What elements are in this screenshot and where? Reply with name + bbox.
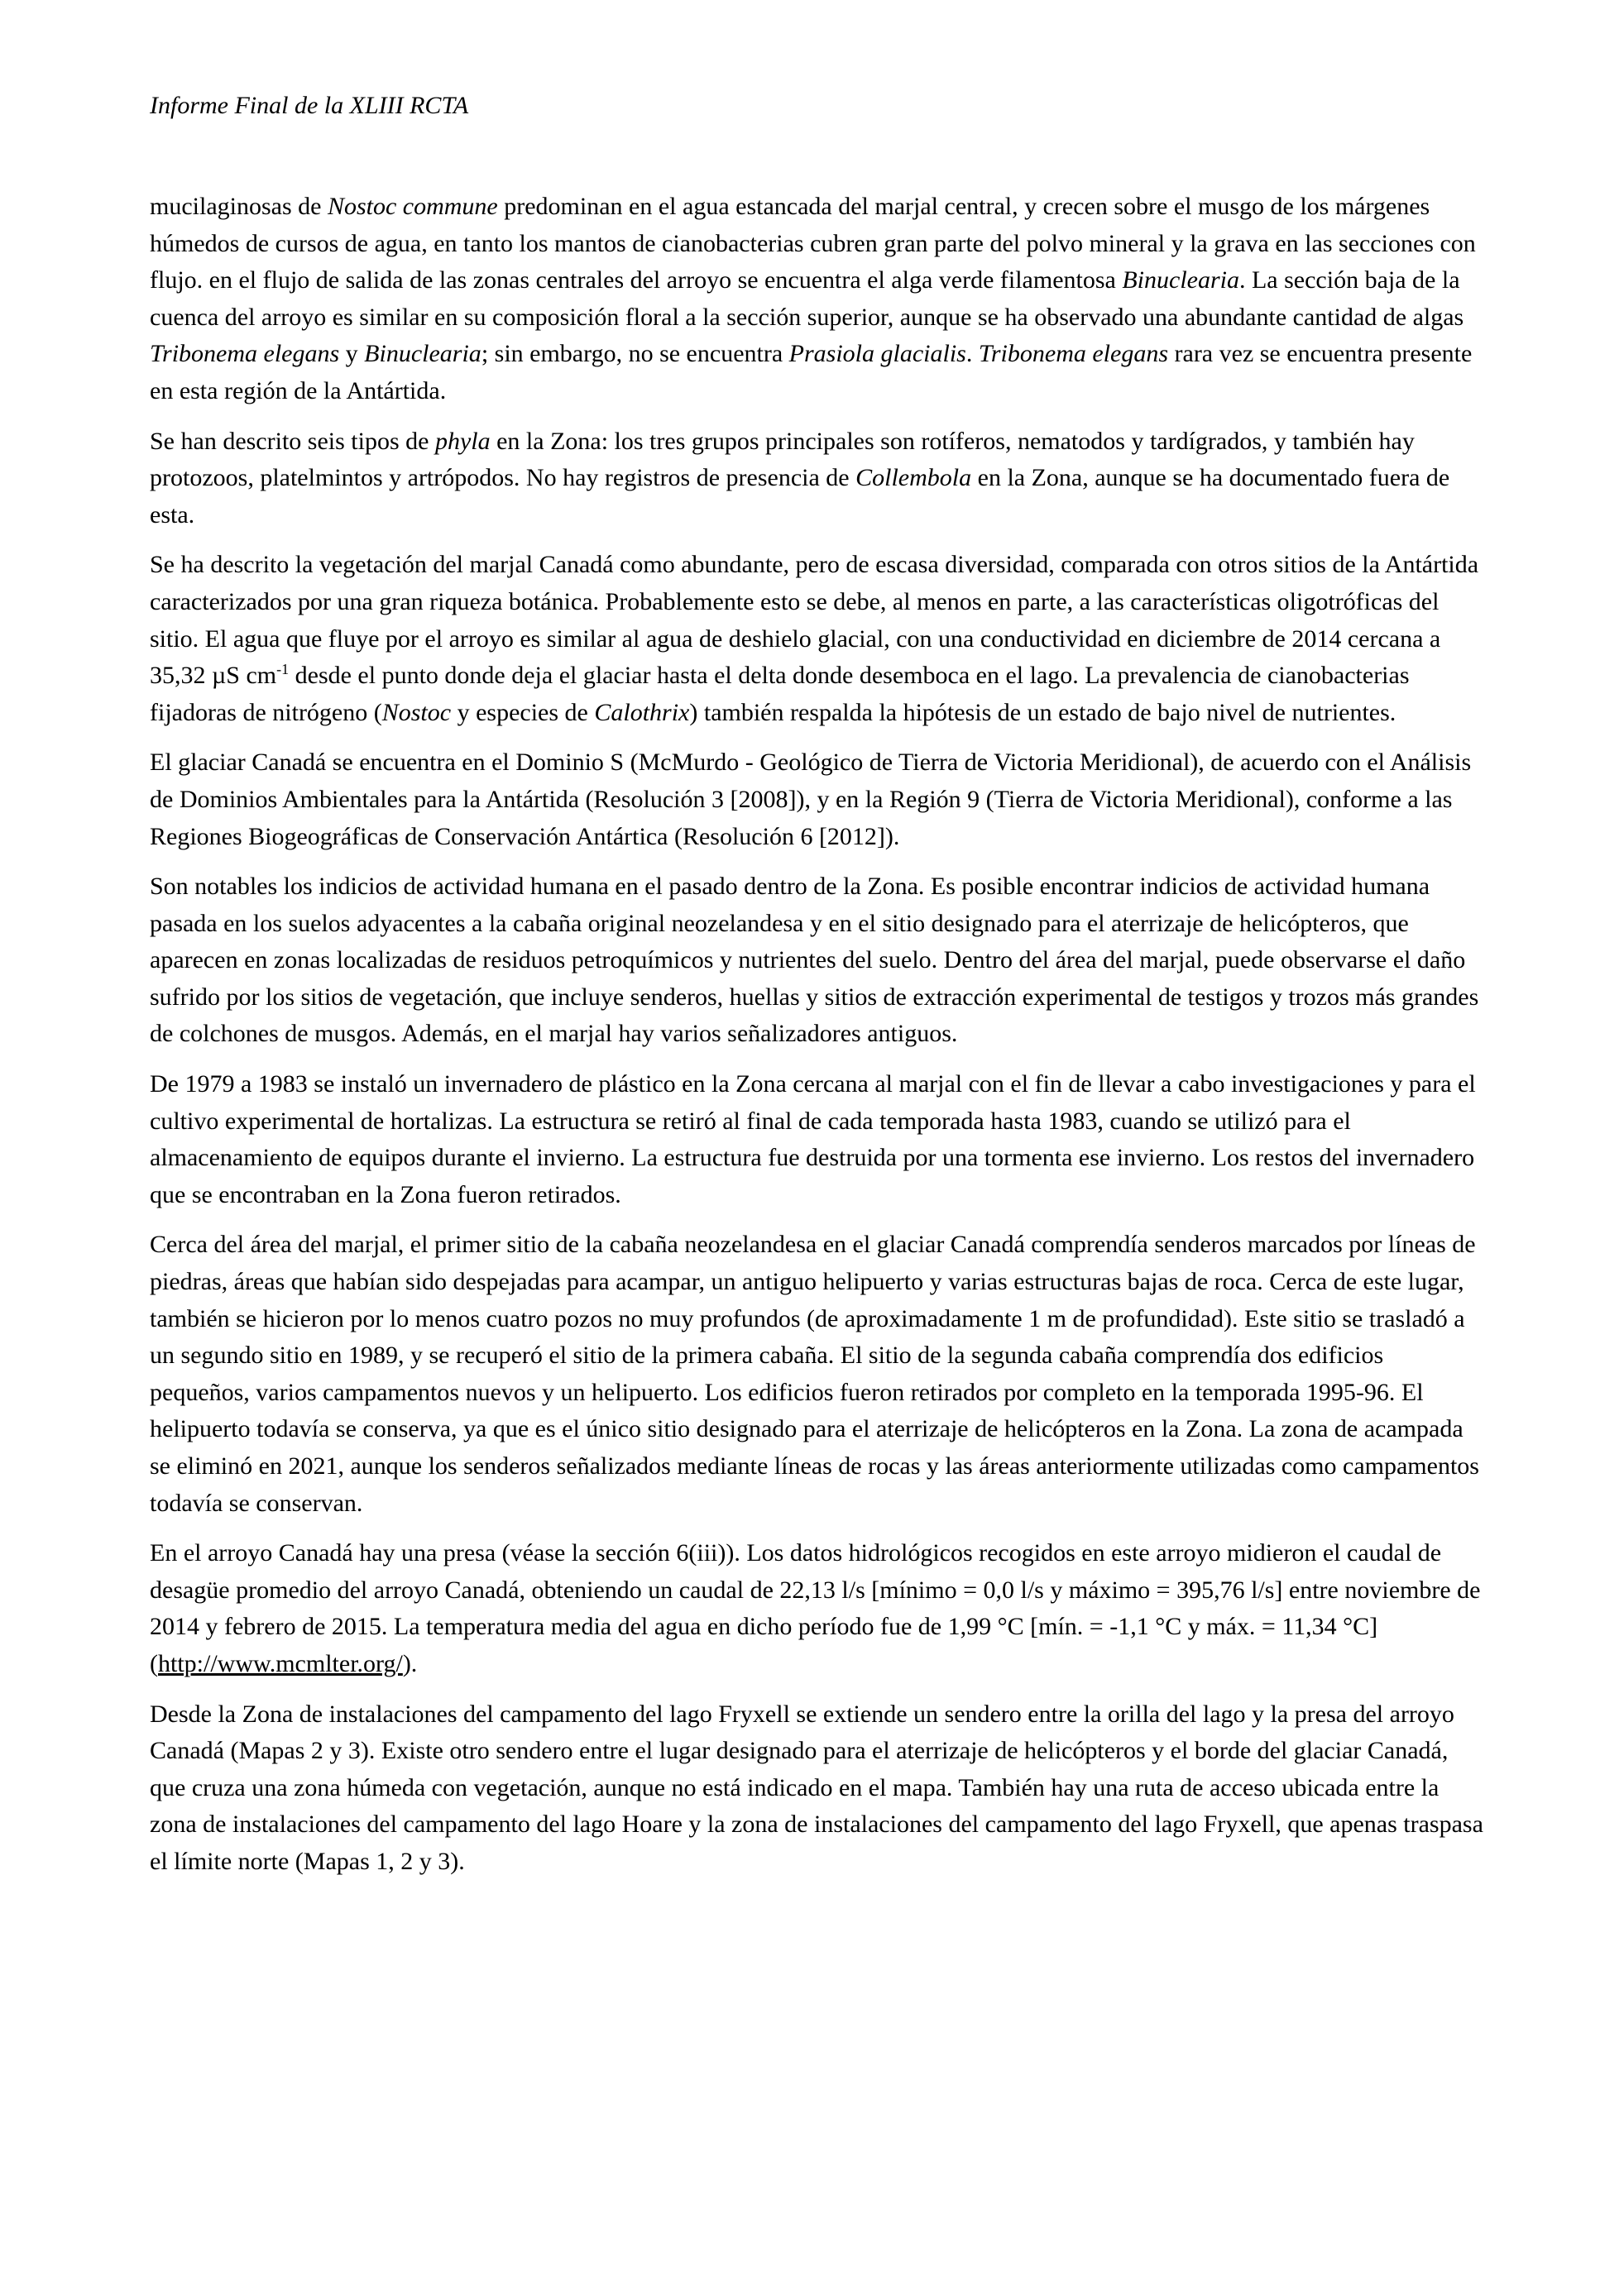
paragraph-human-activity: Son notables los indicios de actividad humana en el pasado dentro de la Zona. Es posible encontrar indicios de actividad humana pasada en los suelos adyacentes a la cabaña original neozelandesa y en el sitio designado para el aterrizaje de helicópteros, que aparecen en zonas localizadas de residuos petroquímicos y nutrientes del suelo. Dentro del área del marjal, puede observarse el daño sufrido por los sitios de vegetación, que incluye senderos, huellas y sitios de extracción experimental de testigos y trozos más grandes de colchones de musgos. Además, en el marjal hay varios señalizadores antiguos.: [150, 873, 1479, 1048]
species-name: Nostoc commune: [327, 193, 498, 220]
taxon-name: phyla: [434, 427, 491, 455]
superscript-exponent: -1: [276, 661, 290, 678]
paragraph-domain: El glaciar Canadá se encuentra en el Dominio S (McMurdo - Geológico de Tierra de Victoria Meridional), de acuerdo con el Análisis de Dominios Ambientales para la Antártida (Resolución 3 [2008]), y en la Región 9 (Tierra de Victoria Meridional), conforme a las Regiones Biogeográficas de Conservación Antártica (Resolución 6 [2012]).: [150, 749, 1472, 850]
paragraph-flora: mucilaginosas de Nostoc commune predominan en el agua estancada del marjal central, y crecen sobre el musgo de los márgenes húmedos de cursos de agua, en tanto los mantos de cianobacterias cubren gran parte del polvo mineral y la grava en las secciones con flujo. en el flujo de salida de las zonas centrales del arroyo se encuentra el alga verde filamentosa Binuclearia. La sección baja de la cuenca del arroyo es similar en su composición floral a la sección superior, aunque se ha observado una abundante cantidad de algas Tribonema elegans y Binuclearia; sin embargo, no se encuentra Prasiola glacialis. Tribonema elegans rara vez se encuentra presente en esta región de la Antártida.: [150, 193, 1476, 404]
species-name: Nostoc: [381, 698, 452, 726]
species-name: Prasiola glacialis: [788, 340, 966, 368]
paragraph-phyla: Se han descrito seis tipos de phyla en la Zona: los tres grupos principales son rotíferos, nematodos y tardígrados, y también hay protozoos, platelmintos y artrópodos. No hay registros de presencia de Collembola en la Zona, aunque se ha documentado fuera de esta.: [150, 427, 1450, 529]
paragraph-hut-sites: Cerca del área del marjal, el primer sitio de la cabaña neozelandesa en el glaciar Canadá comprendía senderos marcados por líneas de piedras, áreas que habían sido despejadas para acampar, un antiguo helipuerto y varias estructuras bajas de roca. Cerca de este lugar, también se hicieron por lo menos cuatro pozos no muy profundos (de aproximadamente 1 m de profundidad). Este sitio se trasladó a un segundo sitio en 1989, y se recuperó el sitio de la primera cabaña. El sitio de la segunda cabaña comprendía dos edificios pequeños, varios campamentos nuevos y un helipuerto. Los edificios fueron retirados por completo en la temporada 1995-96. El helipuerto todavía se conserva, ya que es el único sitio designado para el aterrizaje de helicópteros en la Zona. La zona de acampada se eliminó en 2021, aunque los senderos señalizados mediante líneas de rocas y las áreas anteriormente utilizadas como campamentos todavía se conservan.: [150, 1231, 1479, 1517]
species-name: Tribonema elegans: [150, 340, 340, 368]
running-header: Informe Final de la XLIII RCTA: [150, 92, 469, 119]
document-page: [150, 0, 1487, 2296]
mcmlter-link[interactable]: http://www.mcmlter.org/: [158, 1649, 403, 1677]
species-name: Calothrix: [594, 698, 690, 726]
paragraph-greenhouse: De 1979 a 1983 se instaló un invernadero de plástico en la Zona cercana al marjal con el fin de llevar a cabo investigaciones y para el cultivo experimental de hortalizas. La estructura se retiró al final de cada temporada hasta 1983, cuando se utilizó para el almacenamiento de equipos durante el invierno. La estructura fue destruida por una tormenta ese invierno. Los restos del invernadero que se encontraban en la Zona fueron retirados.: [150, 1070, 1476, 1208]
paragraph-vegetation: Se ha descrito la vegetación del marjal Canadá como abundante, pero de escasa diversidad, comparada con otros sitios de la Antártida caracterizados por una gran riqueza botánica. Probablemente esto se debe, al menos en parte, a las características oligotróficas del sitio. El agua que fluye por el arroyo es similar al agua de deshielo glacial, con una conductividad en diciembre de 2014 cercana a 35,32 µS $cm^{-1}$ desde el punto donde deja el glaciar hasta el delta donde desemboca en el lago. La prevalencia de cianobacterias fijadoras de nitrógeno (Nostoc y especies de Calothrix) también respalda la hipótesis de un estado de bajo nivel de nutrientes.: [150, 551, 1479, 726]
species-name: Binuclearia: [1122, 266, 1239, 294]
body-text: [150, 189, 1487, 1881]
paragraph-hydrology: En el arroyo Canadá hay una presa (véase la sección 6(iii)). Los datos hidrológicos recogidos en este arroyo midieron el caudal de desagüe promedio del arroyo Canadá, obteniendo un caudal de 22,13 l/s [mínimo = 0,0 l/s y máximo = 395,76 l/s] entre noviembre de 2014 y febrero de 2015. La temperatura media del agua en dicho período fue de 1,99 °C [mín. = -1,1 °C y máx. = 11,34 °C] (http://www.mcmlter.org/).: [150, 1539, 1481, 1677]
paragraph-trails: Desde la Zona de instalaciones del campamento del lago Fryxell se extiende un sendero entre la orilla del lago y la presa del arroyo Canadá (Mapas 2 y 3). Existe otro sendero entre el lugar designado para el aterrizaje de helicópteros y el borde del glaciar Canadá, que cruza una zona húmeda con vegetación, aunque no está indicado en el mapa. También hay una ruta de acceso ubicada entre la zona de instalaciones del campamento del lago Hoare y la zona de instalaciones del campamento del lago Fryxell, que apenas traspasa el límite norte (Mapas 1, 2 y 3).: [150, 1700, 1483, 1875]
species-name: Tribonema elegans: [978, 340, 1169, 368]
taxon-name: Collembola: [855, 464, 972, 492]
species-name: Binuclearia: [364, 340, 481, 368]
